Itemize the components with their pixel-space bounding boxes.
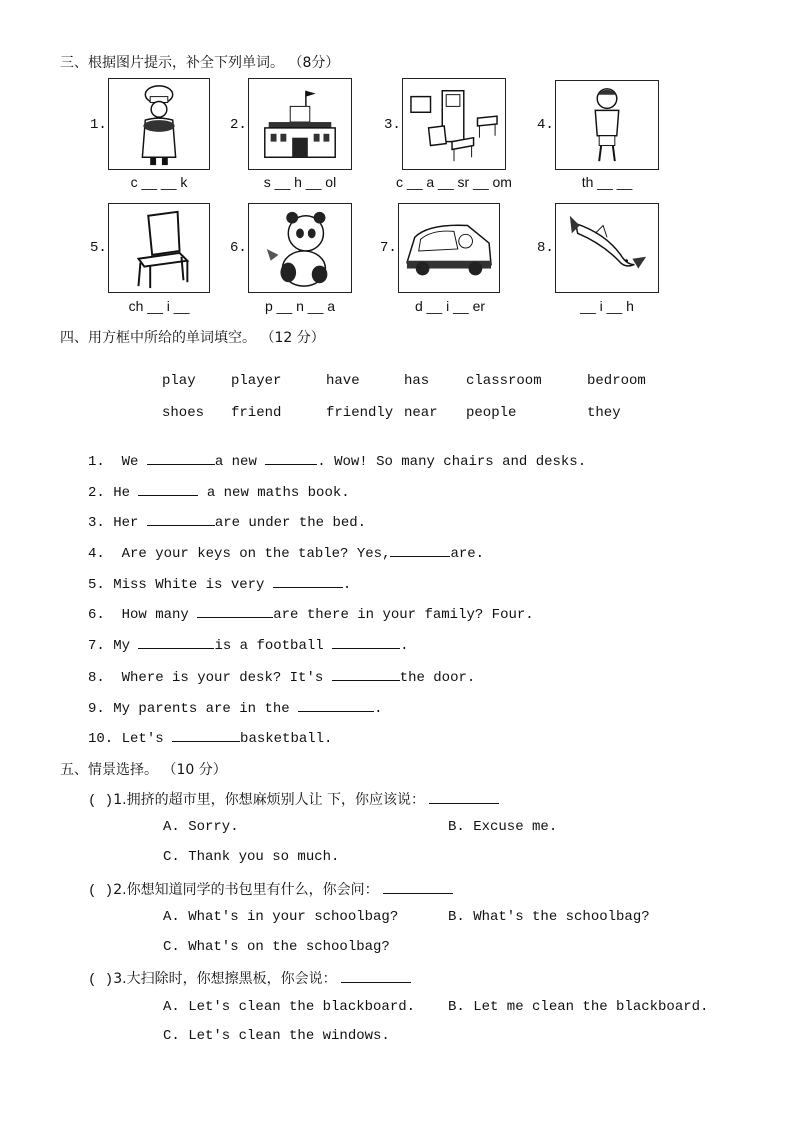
- sentence-9: 9. My parents are in the .: [88, 701, 383, 717]
- caption-this: th __ __: [581, 174, 633, 190]
- option-a[interactable]: A. What's in your schoolbag?: [163, 909, 399, 925]
- chef-icon: [108, 78, 210, 170]
- picture-number: 4.: [537, 117, 554, 133]
- option-b[interactable]: B. Excuse me.: [448, 819, 558, 835]
- sentence-1: 1. We a new . Wow! So many chairs and desks.: [88, 454, 587, 470]
- sentence-6: 6. How many are there in your family? Four.: [88, 607, 534, 623]
- word-box-item: shoes: [162, 405, 205, 421]
- answer-blank[interactable]: [138, 483, 198, 496]
- answer-paren[interactable]: ( ): [88, 883, 114, 899]
- option-b[interactable]: B. Let me clean the blackboard.: [448, 999, 709, 1015]
- word-box-item: near: [404, 405, 438, 421]
- section-4-heading: 四、用方框中所给的单词填空。 （12 分）: [60, 330, 325, 346]
- sentence-4: 4. Are your keys on the table? Yes, are.: [88, 546, 485, 562]
- word-box-item: has: [404, 373, 430, 389]
- question-2: ( )2.你想知道同学的书包里有什么，你会问：: [88, 879, 453, 899]
- sentence-10: 10. Let's basketball.: [88, 731, 333, 747]
- answer-blank[interactable]: [273, 575, 343, 588]
- picture-number: 5.: [90, 240, 107, 256]
- word-box-item: people: [466, 405, 517, 421]
- picture-number: 2.: [230, 117, 247, 133]
- answer-blank[interactable]: [197, 605, 273, 618]
- sentence-5: 5. Miss White is very .: [88, 577, 352, 593]
- answer-paren[interactable]: ( ): [88, 972, 114, 988]
- question-3: ( )3.大扫除时，你想擦黑板，你会说：: [88, 968, 411, 988]
- word-box-item: play: [162, 373, 196, 389]
- sentence-2: 2. He a new maths book.: [88, 485, 350, 501]
- option-a[interactable]: A. Sorry.: [163, 819, 239, 835]
- word-box-item: player: [231, 373, 282, 389]
- caption-chair: ch __ i __: [128, 298, 190, 314]
- answer-blank[interactable]: [429, 791, 499, 804]
- fish-icon: [555, 203, 659, 293]
- caption-driver: d __ i __ er: [414, 298, 486, 314]
- picture-number: 6.: [230, 240, 247, 256]
- word-box-item: friendly: [326, 405, 394, 421]
- option-c[interactable]: C. Let's clean the windows.: [163, 1028, 390, 1044]
- boy-icon: [555, 80, 659, 170]
- answer-blank[interactable]: [332, 668, 400, 681]
- chair-icon: [108, 203, 210, 293]
- question-1: ( )1.拥挤的超市里，你想麻烦别人让 下，你应该说：: [88, 789, 499, 809]
- answer-blank[interactable]: [172, 729, 240, 742]
- picture-number: 7.: [380, 240, 397, 256]
- answer-blank[interactable]: [298, 699, 374, 712]
- driver-icon: [398, 203, 500, 293]
- caption-cook: c __ __ k: [130, 174, 188, 190]
- answer-paren[interactable]: ( ): [88, 793, 114, 809]
- option-b[interactable]: B. What's the schoolbag?: [448, 909, 650, 925]
- sentence-8: 8. Where is your desk? It's the door.: [88, 670, 476, 686]
- caption-classroom: c __ a __ sr __ om: [396, 174, 512, 190]
- section-3-heading: 三、根据图片提示，补全下列单词。 （8分）: [60, 55, 340, 71]
- section-5-heading: 五、情景选择。 （10 分）: [60, 762, 227, 778]
- word-box-item: friend: [231, 405, 282, 421]
- option-c[interactable]: C. Thank you so much.: [163, 849, 340, 865]
- answer-blank[interactable]: [390, 544, 450, 557]
- answer-blank[interactable]: [341, 970, 411, 983]
- sentence-7: 7. My is a football .: [88, 638, 409, 654]
- option-a[interactable]: A. Let's clean the blackboard.: [163, 999, 416, 1015]
- sentence-3: 3. Her are under the bed.: [88, 515, 367, 531]
- answer-blank[interactable]: [147, 513, 215, 526]
- picture-number: 8.: [537, 240, 554, 256]
- word-box-item: they: [587, 405, 621, 421]
- school-icon: [248, 78, 352, 170]
- picture-number: 3.: [384, 117, 401, 133]
- word-box-item: classroom: [466, 373, 542, 389]
- caption-panda: p __ n __ a: [264, 298, 336, 314]
- classroom-icon: [402, 78, 506, 170]
- option-c[interactable]: C. What's on the schoolbag?: [163, 939, 390, 955]
- caption-school: s __ h __ ol: [263, 174, 337, 190]
- answer-blank[interactable]: [147, 452, 215, 465]
- answer-blank[interactable]: [383, 881, 453, 894]
- picture-number: 1.: [90, 117, 107, 133]
- answer-blank[interactable]: [138, 636, 214, 649]
- word-box-item: have: [326, 373, 360, 389]
- panda-icon: [248, 203, 352, 293]
- answer-blank[interactable]: [265, 452, 317, 465]
- word-box-item: bedroom: [587, 373, 646, 389]
- caption-fish: __ i __ h: [580, 298, 634, 314]
- answer-blank[interactable]: [332, 636, 400, 649]
